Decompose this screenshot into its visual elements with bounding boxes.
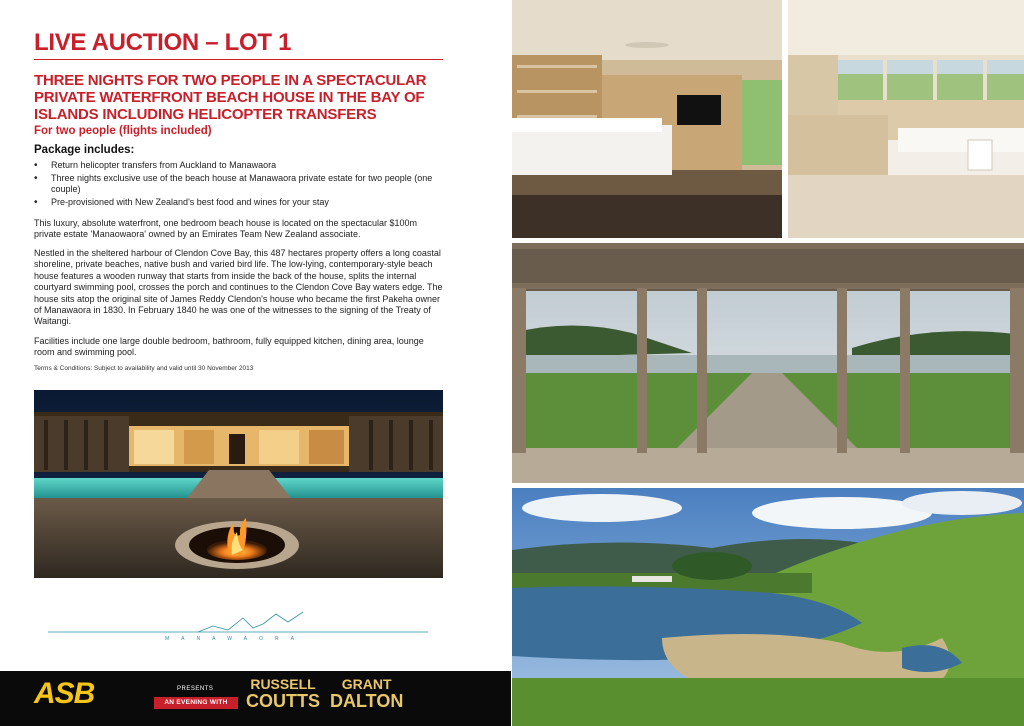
porch-runway-photo — [512, 243, 1024, 483]
bedroom-photo — [512, 0, 782, 238]
description-paragraph: This luxury, absolute waterfront, one bedroom beach house is located on the spectacular $100m private estate 'Manaowaora' owned by an Emirates Team New Zealand associate. — [34, 218, 418, 240]
package-item: • Return helicopter transfers from Auckland to Manawaora — [34, 160, 434, 171]
brochure-left-panel — [0, 0, 511, 726]
name-line: DALTON — [330, 691, 404, 711]
package-list — [34, 160, 434, 210]
facilities-paragraph: Facilities include one large double bedroom, bathroom, fully equipped kitchen, dining area, lounge room and swimming pool. — [34, 336, 424, 358]
description-paragraph: Nestled in the sheltered harbour of Clendon Cove Bay, this 487 hectares property offers a long coastal shoreline, private beaches, native bush and varied bird life. The low-lying, contemporary-style beach house features a wooden runway that starts from inside the back of the house, splits the internal courtyard swimming pool, crosses the porch and continues to the Clendon Cove Bay waters edge. The house sits atop the original site of James Reddy Clendon's house who became the first Pakeha owner of Manawaora in 1830. In February 1840 he was one of the witnesses to the signing of the Treaty of Waitangi. — [34, 248, 443, 327]
pool-firepit-photo — [34, 390, 443, 578]
bay-landscape-photo — [512, 488, 1024, 726]
grant-dalton-name — [330, 676, 403, 710]
lot-headline: THREE NIGHTS FOR TWO PEOPLE IN A SPECTACULAR PRIVATE WATERFRONT BEACH HOUSE IN THE BAY OF ISLANDS INCLUDING HELICOPTER TRANSFERS — [34, 72, 427, 123]
name-line: GRANT — [341, 676, 392, 692]
presents-label: PRESENTS — [177, 686, 214, 692]
page-title: LIVE AUCTION – LOT 1 — [34, 29, 292, 56]
name-line: RUSSELL — [250, 676, 316, 692]
terms-conditions: Terms & Conditions: Subject to availability and valid until 30 November 2013 — [34, 365, 254, 372]
kitchen-photo — [788, 0, 1024, 238]
package-heading: Package includes: — [34, 144, 135, 156]
asb-logo: ASB — [34, 677, 95, 710]
evening-with-label: AN EVENING WITH — [154, 697, 238, 709]
lot-subline: For two people (flights included) — [34, 125, 212, 137]
package-item: • Pre-provisioned with New Zealand's best food and wines for your stay — [34, 197, 434, 208]
package-item: • Three nights exclusive use of the beach house at Manawaora private estate for two people (one couple) — [34, 173, 434, 195]
name-line: COUTTS — [246, 691, 320, 711]
title-divider — [34, 59, 443, 60]
russell-coutts-name — [246, 676, 320, 710]
logo-wordmark: MANAWAORA — [165, 636, 306, 642]
